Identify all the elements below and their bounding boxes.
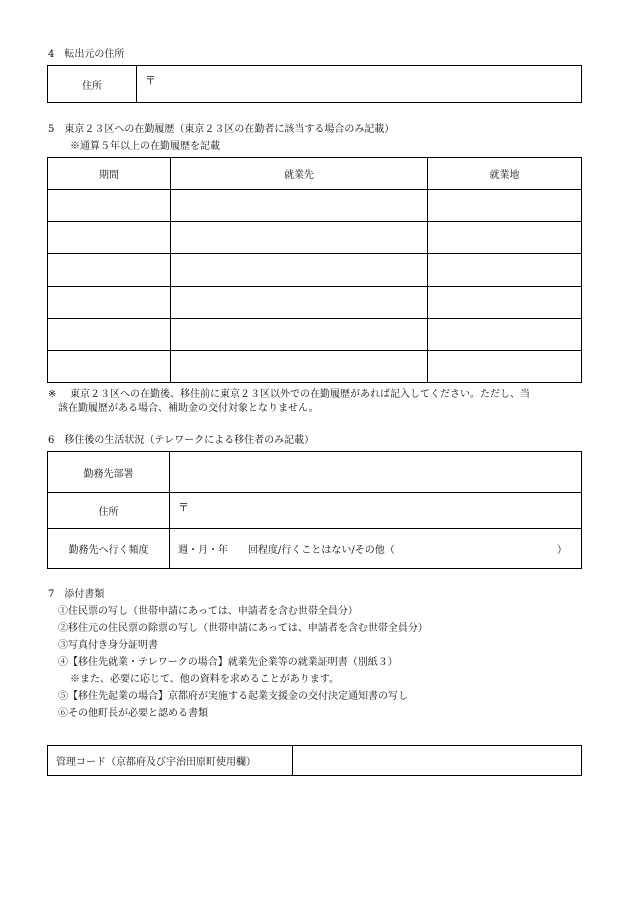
postal-mark: 〒 xyxy=(145,74,156,87)
column-work-location: 就業地 xyxy=(428,158,582,190)
origin-address-table xyxy=(47,65,582,103)
work-location-cell[interactable] xyxy=(428,350,582,382)
section-5-footnote-line2: 該在勤履歴がある場合、補助金の交付対象となりません。 xyxy=(58,403,319,414)
table-row xyxy=(48,318,582,350)
admin-code-label: 管理コード（京都府及び宇治田原町使用欄） xyxy=(48,746,293,776)
commute-frequency-close-paren: ） xyxy=(557,545,567,556)
section-4-heading: 4 転出元の住所 xyxy=(48,49,125,60)
commute-frequency-field[interactable] xyxy=(170,529,582,569)
list-item-note: ※また、必要に応じて、他の資料を求めることがあります。 xyxy=(70,674,339,685)
section-6-heading: 6 移住後の生活状況（テレワークによる移住者のみ記載） xyxy=(48,435,315,446)
employer-cell[interactable] xyxy=(171,286,428,318)
work-location-cell[interactable] xyxy=(428,318,582,350)
tokyo-work-history-table xyxy=(47,157,582,383)
list-item: ③写真付き身分証明書 xyxy=(58,640,158,651)
period-cell[interactable] xyxy=(48,286,171,318)
workplace-department-label: 勤務先部署 xyxy=(48,452,170,493)
table-row xyxy=(48,350,582,382)
post-move-address-field[interactable] xyxy=(170,493,582,529)
column-period: 期間 xyxy=(48,158,171,190)
period-cell[interactable] xyxy=(48,350,171,382)
period-cell[interactable] xyxy=(48,190,171,222)
list-item: ②移住元の住民票の除票の写し（世帯申請にあっては、申請者を含む世帯全員分） xyxy=(58,623,428,634)
employer-cell[interactable] xyxy=(171,190,428,222)
section-5-footnote-mark: ※ xyxy=(48,389,57,400)
list-item: ⑤【移住先起業の場合】京都府が実施する起業支援金の交付決定通知書の写し xyxy=(58,691,408,702)
workplace-department-field[interactable] xyxy=(170,452,582,493)
table-header-row xyxy=(48,158,582,190)
admin-code-field[interactable] xyxy=(293,746,582,776)
period-cell[interactable] xyxy=(48,254,171,286)
origin-address-label: 住所 xyxy=(48,66,137,103)
commute-frequency-label: 勤務先へ行く頻度 xyxy=(48,529,170,569)
work-location-cell[interactable] xyxy=(428,286,582,318)
employer-cell[interactable] xyxy=(171,254,428,286)
section-5-heading: 5 東京２３区への在勤履歴（東京２３区の在勤者に該当する場合のみ記載） xyxy=(48,124,395,135)
table-row xyxy=(48,190,582,222)
list-item: ①住民票の写し（世帯申請にあっては、申請者を含む世帯全員分） xyxy=(58,606,358,617)
list-item: ⑥その他町長が必要と認める書類 xyxy=(58,708,208,719)
employer-cell[interactable] xyxy=(171,318,428,350)
column-employer: 就業先 xyxy=(171,158,428,190)
work-location-cell[interactable] xyxy=(428,222,582,254)
section-7-heading: 7 添付書類 xyxy=(48,589,105,600)
period-cell[interactable] xyxy=(48,222,171,254)
employer-cell[interactable] xyxy=(171,222,428,254)
postal-mark: 〒 xyxy=(178,501,189,514)
work-location-cell[interactable] xyxy=(428,254,582,286)
post-move-status-table xyxy=(47,451,582,569)
list-item: ④【移住先就業・テレワークの場合】就業先企業等の就業証明書（別紙３） xyxy=(58,657,398,668)
admin-code-table xyxy=(47,745,582,776)
section-5-subnote: ※通算５年以上の在勤履歴を記載 xyxy=(70,141,220,152)
table-row xyxy=(48,286,582,318)
table-row xyxy=(48,222,582,254)
table-row xyxy=(48,254,582,286)
section-5-footnote-line1: 東京２３区への在勤後、移住前に東京２３区以外での在勤履歴があれば記入してください。ただし、当 xyxy=(70,389,530,400)
post-move-address-label: 住所 xyxy=(48,493,170,529)
employer-cell[interactable] xyxy=(171,350,428,382)
period-cell[interactable] xyxy=(48,318,171,350)
work-location-cell[interactable] xyxy=(428,190,582,222)
commute-frequency-options: 週・月・年 回程度/行くことはない/その他（ xyxy=(178,545,395,556)
origin-address-field[interactable] xyxy=(137,66,582,103)
attachments-list xyxy=(58,603,428,722)
